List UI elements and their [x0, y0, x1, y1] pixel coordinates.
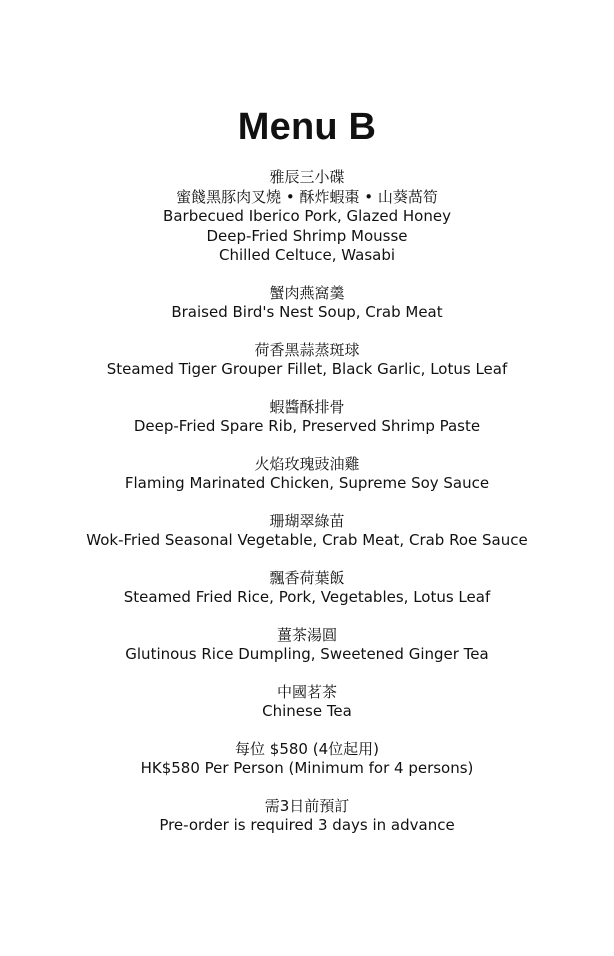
menu-item-heading: 雅辰三小碟 — [269, 168, 345, 186]
menu-item-text: HK$580 Per Person (Minimum for 4 persons) — [140, 759, 474, 777]
menu-item-heading: 蝦醬酥排骨 — [269, 397, 345, 416]
menu-item-heading: 珊瑚翠綠苗 — [269, 511, 345, 530]
menu-section — [0, 341, 614, 380]
menu-item-text: 蜜餞黑豚肉叉燒 • 酥炸蝦棗 • 山葵萵筍 — [176, 187, 438, 206]
menu-item-heading: 蟹肉燕窩羹 — [269, 283, 345, 302]
menu-item-heading: 薑茶湯圓 — [276, 625, 337, 644]
menu-section — [0, 683, 614, 722]
menu-section — [0, 740, 614, 779]
menu-item-heading: 飄香荷葉飯 — [269, 568, 345, 587]
menu-item-text: Glutinous Rice Dumpling, Sweetened Ginger Tea — [125, 645, 489, 663]
menu-item-heading: 每位 $580 (4位起用) — [235, 739, 379, 758]
menu-section — [0, 398, 614, 437]
menu-title: Menu B — [237, 106, 377, 148]
menu-item-heading: 需3日前預訂 — [264, 796, 350, 815]
menu-item-text: Steamed Fried Rice, Pork, Vegetables, Lotus Leaf — [123, 588, 491, 606]
menu-item-text: Steamed Tiger Grouper Fillet, Black Garlic, Lotus Leaf — [106, 360, 508, 378]
menu-item-heading: 中國茗茶 — [276, 682, 337, 701]
menu-section — [0, 569, 614, 608]
menu-section — [0, 168, 614, 266]
menu-item-text: Wok-Fried Seasonal Vegetable, Crab Meat, Crab Roe Sauce — [86, 531, 528, 549]
menu-item-text: Deep-Fried Spare Rib, Preserved Shrimp Paste — [133, 417, 481, 435]
menu-section — [0, 512, 614, 551]
menu-item-heading: 火焰玫瑰豉油雞 — [254, 454, 360, 473]
menu-item-heading: 荷香黑蒜蒸斑球 — [254, 340, 360, 359]
menu-section — [0, 626, 614, 665]
menu-sections — [0, 168, 614, 836]
menu-item-text: Barbecued Iberico Pork, Glazed Honey — [163, 207, 451, 225]
menu-section — [0, 455, 614, 494]
menu-item-text: Chinese Tea — [262, 702, 352, 720]
menu-section — [0, 284, 614, 323]
menu-item-text: Deep-Fried Shrimp Mousse — [206, 226, 408, 245]
menu-item-text: Braised Bird's Nest Soup, Crab Meat — [171, 303, 443, 321]
menu-item-text: Chilled Celtuce, Wasabi — [218, 246, 396, 264]
menu-item-text: Pre-order is required 3 days in advance — [159, 816, 455, 834]
menu-item-text: Flaming Marinated Chicken, Supreme Soy Sauce — [124, 474, 490, 492]
menu-section — [0, 797, 614, 836]
